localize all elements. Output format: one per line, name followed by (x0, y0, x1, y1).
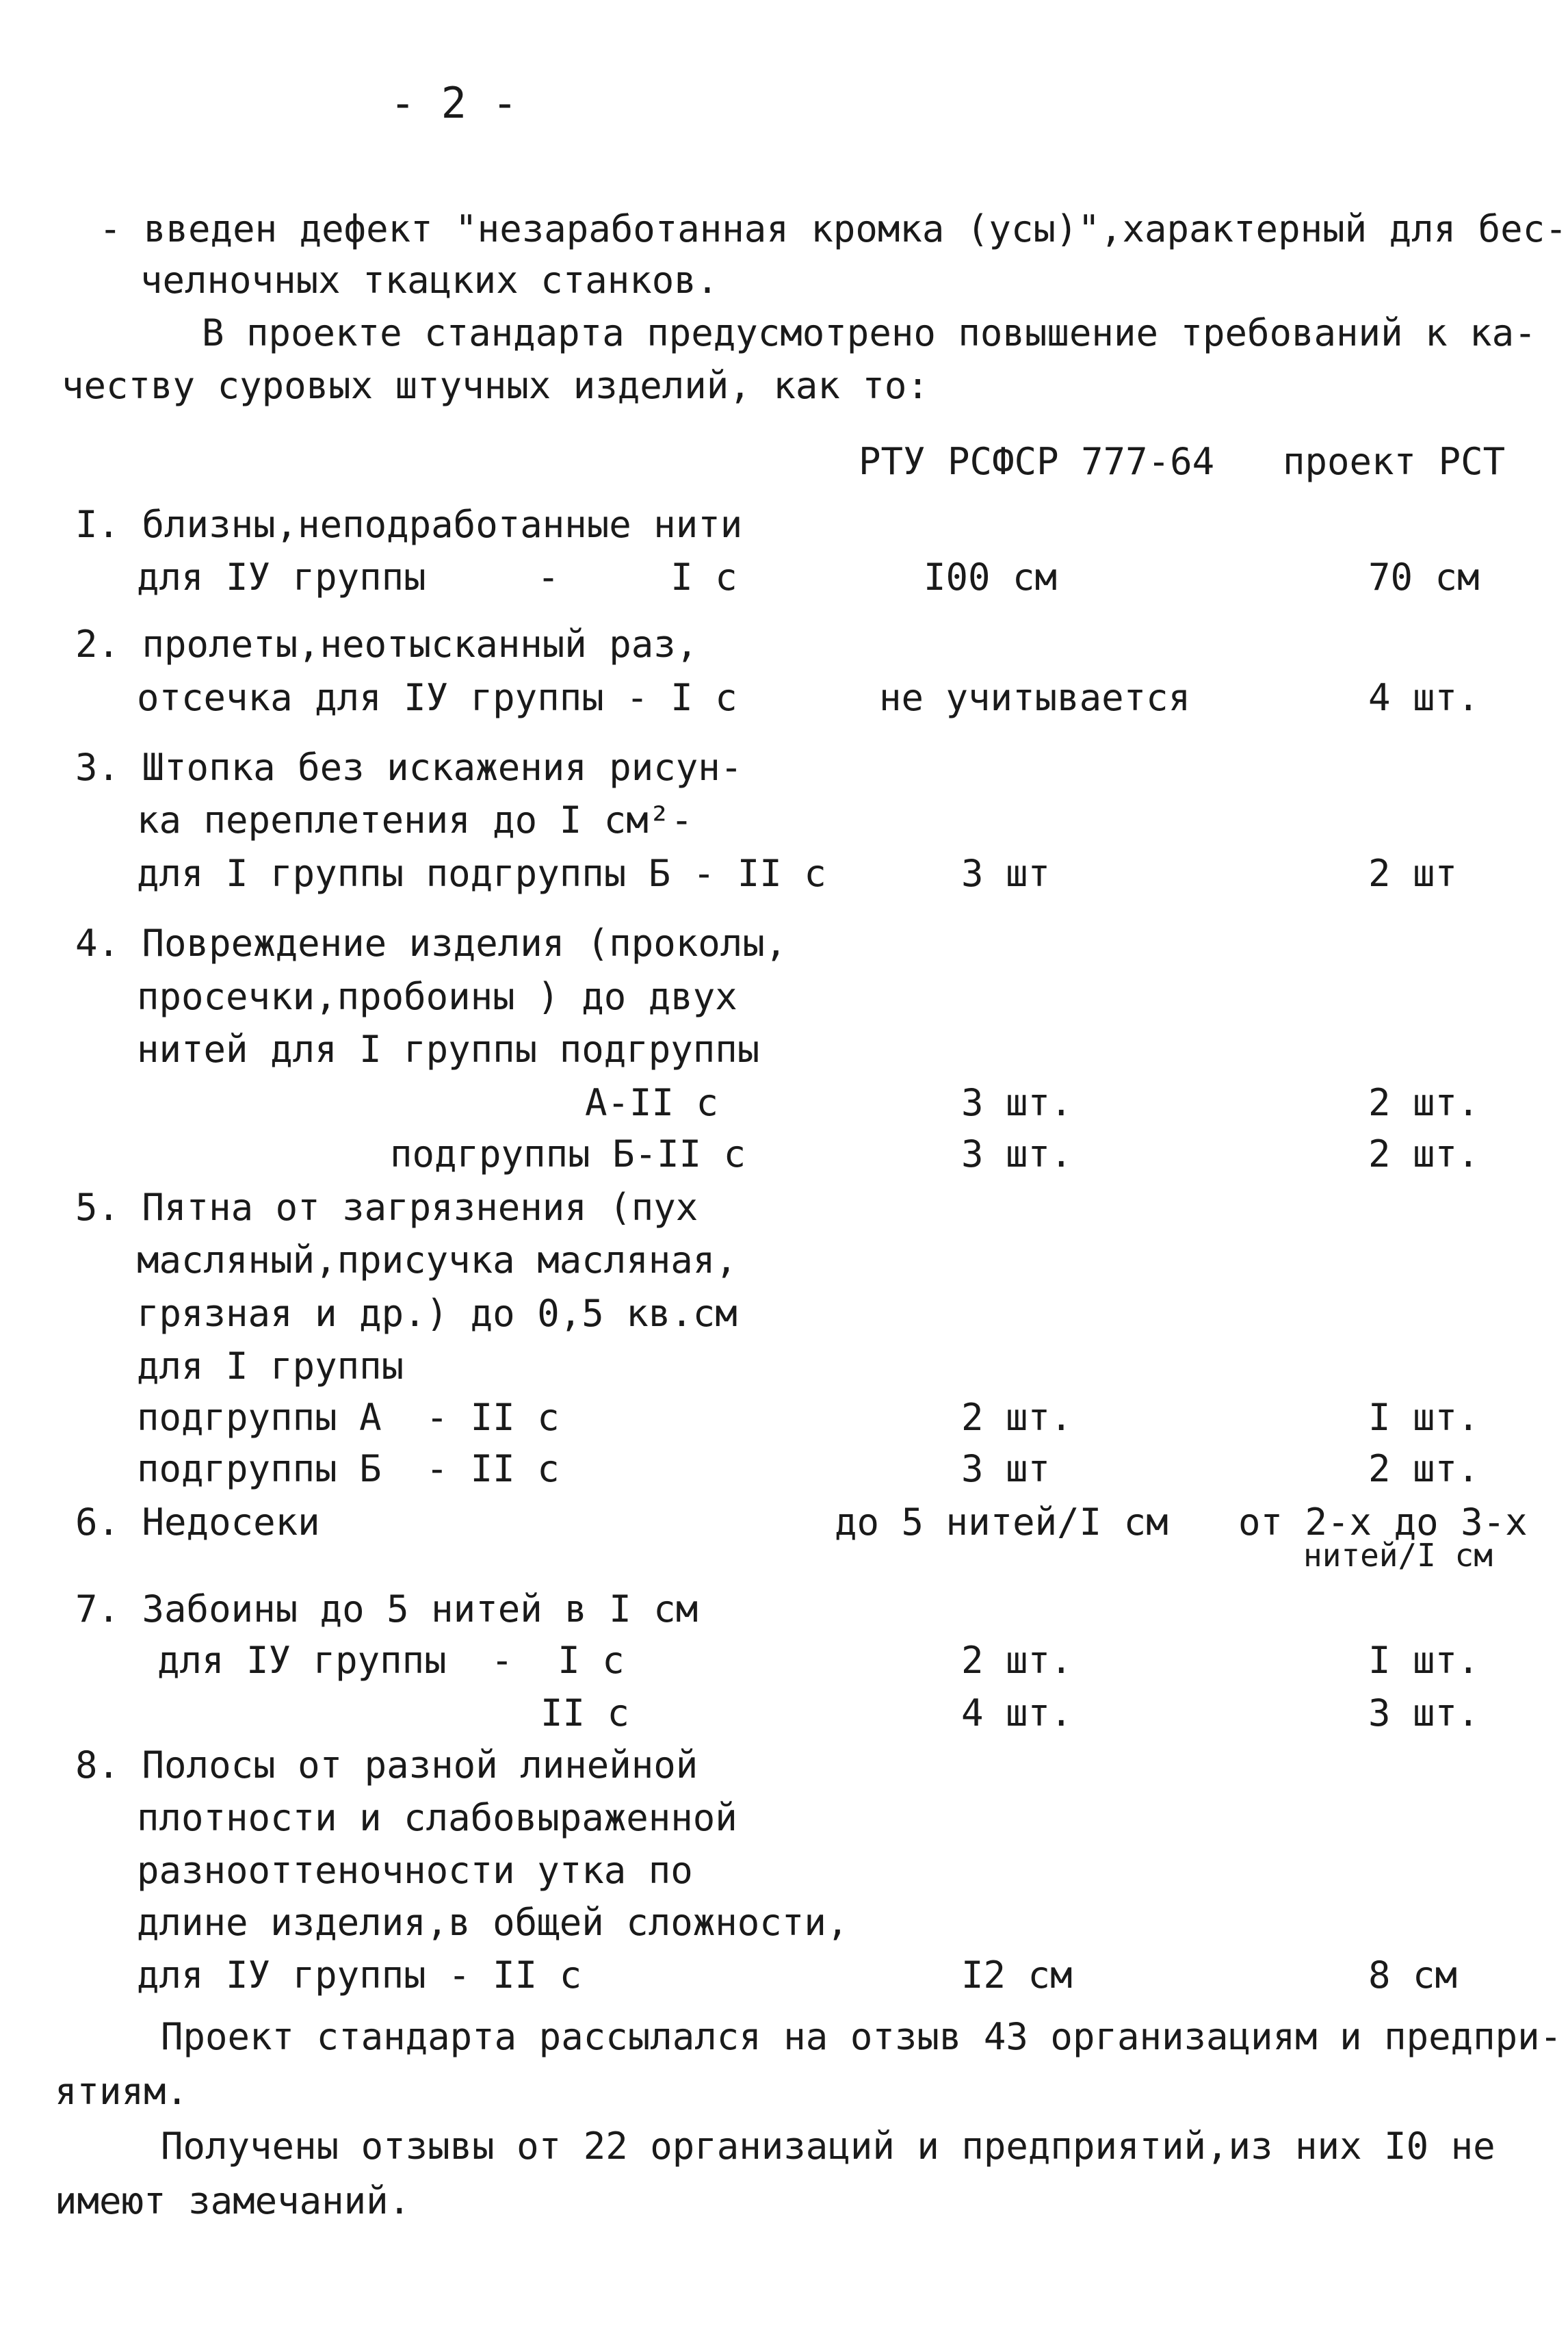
item-1-line-2: для IУ группы - I с (137, 556, 737, 599)
item-8-line-4: длине изделия,в общей сложности, (137, 1901, 849, 1944)
item-8-new-value: 8 см (1368, 1954, 1458, 1997)
item-2-new-value: 4 шт. (1368, 676, 1480, 719)
item-1-new-value: 70 см (1368, 556, 1480, 599)
item-8-line-1: 8. Полосы от разной линейной (75, 1743, 698, 1787)
item-1-old-value: I00 см (924, 556, 1058, 599)
intro-paragraph-line-1: В проекте стандарта предусмотрено повышение требований к ка- (202, 311, 1537, 354)
closing-paragraph-2-line-1: Получены отзывы от 22 организаций и предприятий,из них I0 не (161, 2125, 1495, 2168)
item-5-line-4: для I группы (137, 1345, 404, 1388)
item-7-sub-1-new-value: I шт. (1368, 1639, 1480, 1682)
closing-paragraph-2-line-2: имеют замечаний. (55, 2179, 411, 2222)
item-7-sub-1-label: для IУ группы - I с (157, 1639, 625, 1682)
item-2-old-value: не учитывается (879, 676, 1191, 719)
item-3-new-value: 2 шт (1368, 852, 1458, 895)
item-6-line-1: 6. Недосеки (75, 1501, 320, 1544)
item-4-sub-1-new-value: 2 шт. (1368, 1081, 1480, 1124)
item-7-line-1: 7. Забоины до 5 нитей в I см (75, 1587, 698, 1631)
item-5-sub-1-new-value: I шт. (1368, 1396, 1480, 1439)
item-2-line-1: 2. пролеты,неотысканный раз, (75, 623, 698, 666)
item-8-line-3: разнооттеночности утка по (137, 1849, 693, 1892)
item-4-sub-2-label: подгруппы Б-II с (390, 1132, 746, 1176)
intro-paragraph-line-2: честву суровых штучных изделий, как то: (62, 364, 929, 407)
item-5-line-1: 5. Пятна от загрязнения (пух (75, 1186, 698, 1229)
item-4-sub-1-label: А-II с (585, 1081, 719, 1124)
item-5-line-2: масляный,присучка масляная, (137, 1238, 737, 1282)
item-5-sub-1-label: подгруппы А - II с (137, 1396, 560, 1439)
item-7-sub-1-old-value: 2 шт. (961, 1639, 1073, 1682)
item-8-old-value: I2 см (961, 1954, 1073, 1997)
item-2-line-2: отсечка для IУ группы - I с (137, 676, 737, 719)
item-7-sub-2-old-value: 4 шт. (961, 1691, 1073, 1735)
item-8-line-2: плотности и слабовыраженной (137, 1796, 737, 1839)
item-4-sub-2-old-value: 3 шт. (961, 1132, 1073, 1176)
item-5-line-3: грязная и др.) до 0,5 кв.см (137, 1292, 737, 1335)
intro-bullet-line-2: челночных ткацких станков. (140, 259, 719, 302)
item-7-sub-2-new-value: 3 шт. (1368, 1691, 1480, 1735)
intro-bullet-line-1: - введен дефект "незаработанная кромка (усы)",характерный для бес- (99, 207, 1567, 250)
item-5-sub-2-label: подгруппы Б - II с (137, 1447, 560, 1490)
item-7-sub-2-label: II с (540, 1691, 630, 1735)
item-3-old-value: 3 шт (961, 852, 1051, 895)
table-header-old-standard: РТУ РСФСР 777-64 (859, 440, 1215, 483)
item-6-new-value-line-1: от 2-х до 3-х (1238, 1501, 1528, 1544)
item-4-sub-1-old-value: 3 шт. (961, 1081, 1073, 1124)
item-1-line-1: I. близны,неподработанные нити (75, 503, 743, 546)
item-3-line-1: 3. Штопка без искажения рисун- (75, 746, 743, 789)
item-3-line-2: ка переплетения до I см²- (137, 799, 693, 842)
closing-paragraph-1-line-1: Проект стандарта рассылался на отзыв 43 организациям и предпри- (161, 2015, 1563, 2058)
item-5-sub-2-new-value: 2 шт. (1368, 1447, 1480, 1490)
closing-paragraph-1-line-2: ятиям. (55, 2070, 189, 2113)
item-5-sub-1-old-value: 2 шт. (961, 1396, 1073, 1439)
item-4-line-2: просечки,пробоины ) до двух (137, 975, 737, 1018)
table-header-new-project: проект РСТ (1283, 440, 1506, 483)
item-6-new-value-line-2: нитей/I см (1303, 1537, 1493, 1574)
item-8-line-5: для IУ группы - II с (137, 1954, 582, 1997)
item-4-line-1: 4. Повреждение изделия (проколы, (75, 922, 787, 965)
item-6-old-value: до 5 нитей/I см (835, 1501, 1168, 1544)
page-number: - 2 - (390, 78, 518, 128)
item-3-line-3: для I группы подгруппы Б - II с (137, 852, 826, 895)
item-4-sub-2-new-value: 2 шт. (1368, 1132, 1480, 1176)
item-5-sub-2-old-value: 3 шт (961, 1447, 1051, 1490)
item-4-line-3: нитей для I группы подгруппы (137, 1028, 760, 1071)
